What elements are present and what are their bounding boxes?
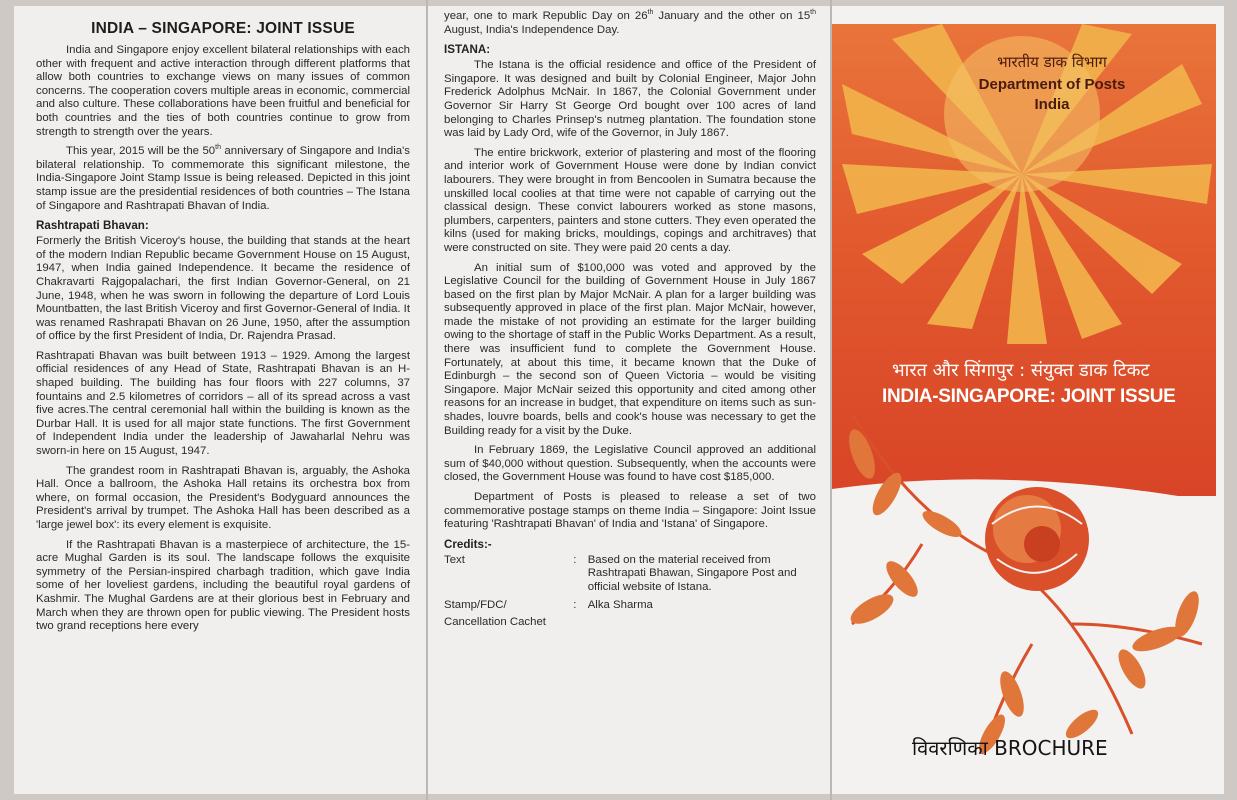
anniversary-text-end: anniversary of Singapore and India's bilateral relationship. To commemorate this significant milestone, the India-Singapore Joint Stamp Issue is being released. Depicted in this joint stamp issue are the presidential residences of both countries – The Istana of Singapore and Rashtrapati Bhavan of India. [36, 145, 410, 212]
credits-heading: Credits:- [444, 537, 492, 551]
cover-title: INDIA-SINGAPORE: JOINT ISSUE [882, 386, 1176, 407]
continuation-text-b: January and the other on 15 [653, 10, 811, 22]
ordinal-suffix-1: th [647, 9, 654, 17]
brochure-english: BROCHURE [994, 736, 1108, 760]
sun-ray [927, 174, 1022, 329]
credits-value: Alka Sharma [587, 598, 653, 611]
department-country: India [1034, 96, 1070, 113]
cover-hindi-title: भारत और सिंगापुर : संयुक्त डाक टिकट [892, 360, 1150, 381]
brochure-label [912, 734, 1192, 761]
continuation-text-c: August, India's Independence Day. [444, 23, 620, 36]
ordinal-suffix: th [215, 144, 221, 152]
department-hindi-name: भारतीय डाक विभाग [997, 53, 1107, 71]
anniversary-paragraph [36, 145, 410, 213]
istana-paragraph-1: The Istana is the official residence and office of the President of Singapore. It was designed and built by Colonial Engineer, Major John Frederick Adolphus McNair. In 1867, the Colonial Government under Governor Sir Harry St George Ord bought over 100 acres of land belonging to Charles Prinsep's nutmeg plantation. The foundation stone was laid by Lady Ord, wife of the Governor, in July 1867. [444, 59, 816, 140]
brochure-title: INDIA – SINGAPORE: JOINT ISSUE [91, 20, 355, 37]
cover-panel [832, 6, 1224, 794]
credits-row-stamp [444, 599, 816, 613]
istana-paragraph-3: An initial sum of $100,000 was voted and approved by the Legislative Council for the building of Government House in July 1867 based on the first plan by Major McNair. A plan for a larger building was subsequently approved in place of the first plan. Major McNair, however, made the mistake of not providing an estimate for the larger building owing to the shortage of staff in the Public Works Department. As a result, there was insufficient fund to complete the Government House. Fortunately, at about this time, it became known that the Duke of Edinburgh – the second son of Queen Victoria – would be visiting Singapore. Major McNair seized this opportunity and cited among other reasons for an increase in budget, that expenditure on items such as sun-shades, louvre boards, bells and cook's house was necessary to get the Building ready for a visit by the Duke. [444, 261, 816, 437]
istana-heading: ISTANA: [444, 43, 491, 57]
credits-label: Stamp/FDC/ [444, 598, 507, 611]
credits-value: Based on the material received from Rashtrapati Bhawan, Singapore Post and official website of Istana. [587, 553, 797, 593]
rb-paragraph-building: Rashtrapati Bhavan was built between 1913 – 1929. Among the largest official residences of any Head of State, Rashtrapati Bhavan is an H-shaped building. The building has four floors with 227 columns, 37 fountains and 2.5 kilometres of corridors – all of its spread across a vast five acres.The central ceremonial hall within the building is known as the Durbar Hall. It is used for all major state functions. The first Government of Independent India under the leadership of Jawaharlal Nehru was sworn-in here on 15 August, 1947. [36, 349, 410, 458]
sun-rays-illustration [832, 24, 1216, 364]
continuation-text-a: year, one to mark Republic Day on 26 [444, 10, 648, 22]
istana-paragraph-2: The entire brickwork, exterior of plastering and most of the flooring and interior work of Government House were done by Indian convict labourers. They were brought in from Bencoolen in Sumatra because the unskilled local coolies at that time were not capable of carrying out the classical design. These convict labourers worked as stone masons, plumbers, carpenters, painters and stone cutters. They even operated the kilns (used for making bricks, mouldings, copings and architraves) that were constructed on site. They were paid 20 cents a day. [444, 146, 816, 254]
leaf [844, 426, 881, 482]
anniversary-text-start: This year, 2015 will be the 50 [66, 145, 216, 158]
department-name: Department of Posts [978, 76, 1126, 93]
flower-bloom [985, 487, 1089, 591]
istana-paragraph-4: In February 1869, the Legislative Council approved an additional sum of $40,000 without question. Subsequently, when the accounts were closed, the Government House was found to have cost $185,000. [444, 444, 816, 484]
left-panel [14, 6, 426, 794]
ashoka-hall-paragraph: The grandest room in Rashtrapati Bhavan is, arguably, the Ashoka Hall. Once a ballroom, the Ashoka Hall retains its orchestra box from where, on formal occasion, the President's Bodyguard announces the President's arrival by trumpet. The Ashoka Hall has been described as a 'large jewel box': its every element is exquisite. [36, 464, 410, 531]
credits-row-cachet [444, 616, 816, 630]
credits-label: Text [444, 553, 465, 566]
brochure-hindi: विवरणिका [912, 736, 988, 760]
rashtrapati-bhavan-heading: Rashtrapati Bhavan: [36, 219, 149, 233]
credits-colon: : [573, 598, 577, 611]
credits-label: Cancellation Cachet [444, 616, 546, 629]
mughal-garden-paragraph: If the Rashtrapati Bhavan is a masterpiece of architecture, the 15-acre Mughal Garden is its soul. The landscape follows the exquisite symmetry of the Persian-inspired charbagh tradition, which gave India some of her loveliest gardens, including the beautiful royal gardens of Kashmir. The Mughal Gardens are at their glorious best in February and March when they are thrown open for public viewing. The President hosts two grand receptions here every [36, 538, 410, 633]
istana-paragraph-5: Department of Posts is pleased to release a set of two commemorative postage stamps on theme India – Singapore: Joint Issue featuring 'Rashtrapati Bhavan' of India and 'Istana' of Singapore. [444, 491, 816, 531]
ordinal-suffix-2: th [810, 9, 816, 17]
rb-paragraph-history: Formerly the British Viceroy's house, the building that stands at the heart of the modern Indian Republic became Government House on 15 August, 1947, when India gained Independence. It became the residence of Chakravarti Rajgopalachari, the first Indian Governor-General, on 21 June, 1948, when he was sworn in following the departure of Lord Louis Mountbatten, the last British Viceroy and first Governor-General of India. It was renamed Rashrapati Bhavan on 26 June, 1950, after the assumption of office by the first President of India, Dr. Rajendra Prasad. [36, 235, 410, 343]
credits-row-text [444, 554, 816, 595]
middle-panel [428, 6, 830, 794]
intro-paragraph: India and Singapore enjoy excellent bilateral relationships with each other with frequent and active interaction through different platforms that allow both countries to exchange views on many issues of common concerns. The cooperation covers multiple areas in economic, commercial and also culture. These collaborations have been fruitful and beneficial for both countries and the ties of both countries continue to grow from strength to strength over the years. [36, 44, 410, 138]
continuation-paragraph [444, 10, 816, 37]
credits-colon: : [573, 553, 577, 566]
